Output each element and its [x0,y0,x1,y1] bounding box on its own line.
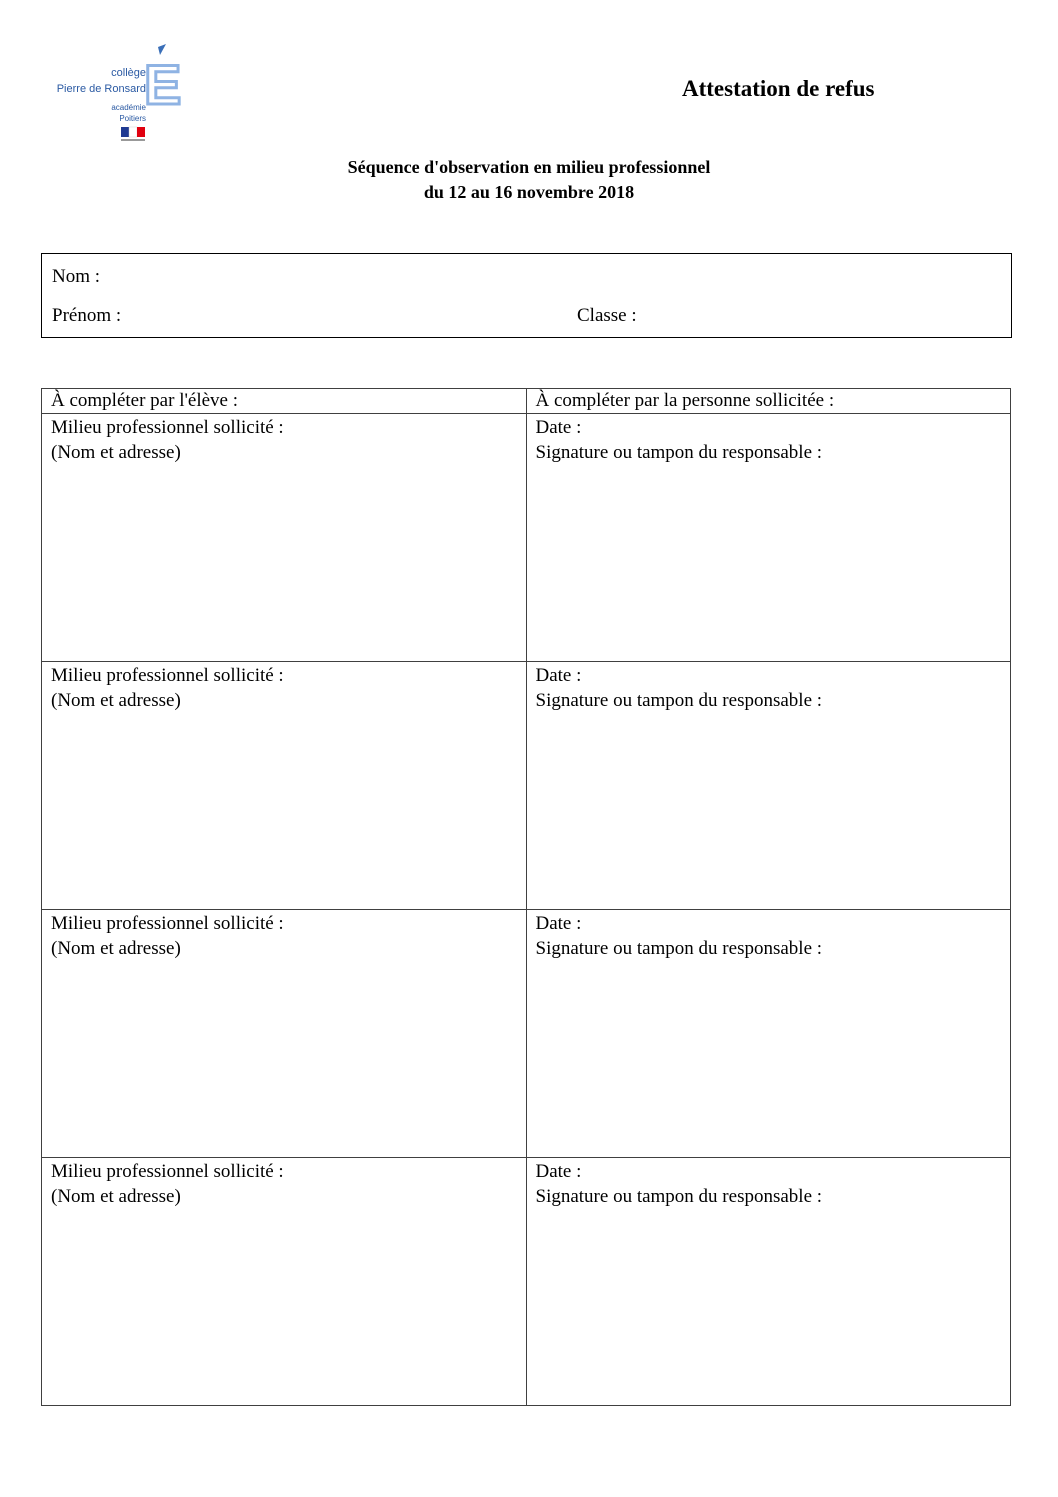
student-column-header: À compléter par l'élève : [42,389,527,414]
signature-cell [526,1158,1011,1406]
date-label: Date : [535,665,582,686]
logo-e-icon: E [144,53,182,116]
company-cell [42,910,527,1158]
contact-column-header: À compléter par la personne sollicitée : [526,389,1011,414]
logo-line2: Pierre de Ronsard [56,83,146,95]
table-header-row [42,389,1011,414]
company-label: Milieu professionnel sollicité : [51,913,284,934]
company-hint: (Nom et adresse) [51,690,181,711]
prenom-label: Prénom : [52,305,122,326]
company-hint: (Nom et adresse) [51,1186,181,1207]
signature-label: Signature ou tampon du responsable : [535,690,823,711]
signature-label: Signature ou tampon du responsable : [535,1186,823,1207]
signature-cell [526,910,1011,1158]
subtitle-line-1: Séquence d'observation en milieu professionnel [347,157,711,177]
company-cell [42,414,527,662]
table-row [42,1158,1011,1406]
logo-line3: académie [111,103,146,112]
table-row [42,910,1011,1158]
company-hint: (Nom et adresse) [51,938,181,959]
french-flag-icon [121,127,145,141]
company-hint: (Nom et adresse) [51,442,181,463]
company-label: Milieu professionnel sollicité : [51,1161,284,1182]
logo-line4: Poitiers [119,114,146,123]
table-row [42,662,1011,910]
date-label: Date : [535,913,582,934]
date-label: Date : [535,1161,582,1182]
refusal-table [41,388,1011,1406]
nom-label: Nom : [52,266,101,287]
logo-line1: collège [111,67,146,79]
classe-label: Classe : [577,305,637,326]
document-subtitle [0,155,1058,205]
date-label: Date : [535,417,582,438]
company-cell [42,662,527,910]
student-identity-box [41,253,1012,338]
company-label: Milieu professionnel sollicité : [51,417,284,438]
signature-cell [526,414,1011,662]
signature-cell [526,662,1011,910]
company-cell [42,1158,527,1406]
signature-label: Signature ou tampon du responsable : [535,938,823,959]
subtitle-line-2: du 12 au 16 novembre 2018 [423,182,635,202]
document-title: Attestation de refus [682,76,875,101]
company-label: Milieu professionnel sollicité : [51,665,284,686]
signature-label: Signature ou tampon du responsable : [535,442,823,463]
table-row [42,414,1011,662]
college-logo [54,44,186,146]
